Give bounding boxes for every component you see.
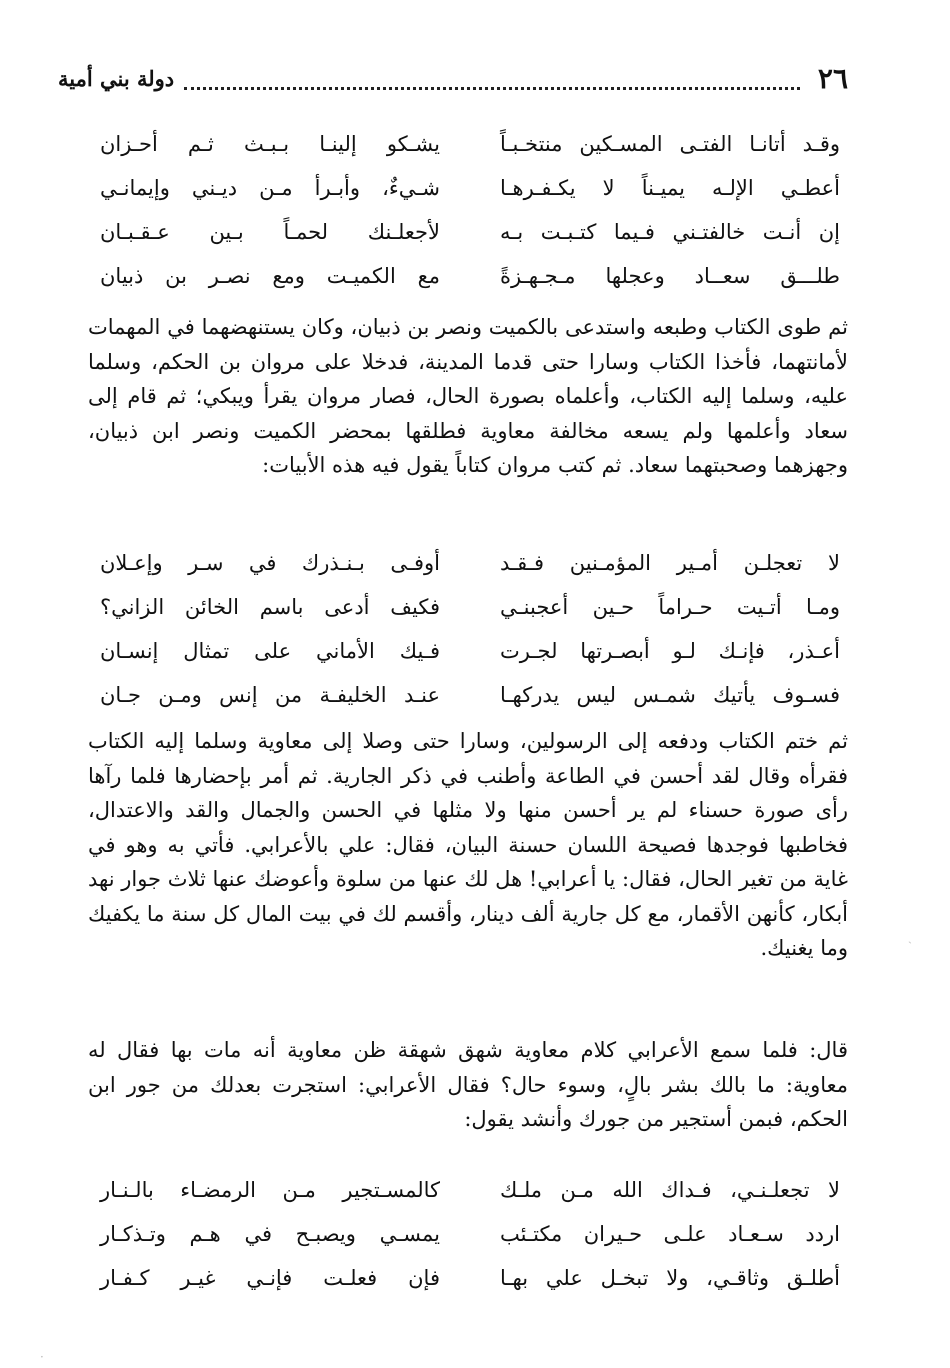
first-hemistich: ومـا أتـيت حـراماً حـين أعجبنـي: [500, 595, 840, 619]
second-hemistich: مع الكميـت ومع نصـر بن ذبيان: [100, 264, 440, 288]
second-hemistich: فـيك الأماني على تمثال إنسـان: [100, 639, 440, 663]
first-hemistich: أعطـي الإلـه يميـناً لا يكـفـرهـا: [500, 176, 840, 200]
verse-line: [100, 122, 840, 166]
verse-line: [100, 629, 840, 673]
second-hemistich: يشـكو إلينـا بـبـث ثـم أحـزان: [100, 132, 440, 156]
scan-speck: ·: [40, 1350, 44, 1364]
first-hemistich: لا تجعلـنـي، فـداك الله مـن ملـك: [500, 1178, 840, 1202]
second-hemistich: يمسـي ويصبـح في هـم وتـذكـار: [100, 1222, 440, 1246]
verse-line: [100, 1168, 840, 1212]
verse-line: [100, 1212, 840, 1256]
poem-2: [100, 541, 840, 717]
second-hemistich: فكيف أدعى باسم الخائن الزاني؟: [100, 595, 440, 619]
verse-line: [100, 210, 840, 254]
verse-line: [100, 541, 840, 585]
second-hemistich: لأجعلـنك لحمـاً بـين عـقـبـان: [100, 220, 440, 244]
scan-speck: ˏ: [908, 930, 912, 944]
second-hemistich: شـيءٌ، وأبـرأ مـن ديـني وإيمانـي: [100, 176, 440, 200]
first-hemistich: وقـد أتانـا الفتـى المسـكين منتخـبـاً: [500, 132, 840, 156]
second-hemistich: عنـد الخليفـة من إنس ومـن جـان: [100, 683, 440, 707]
paragraph-3: قال: فلما سمع الأعرابي كلام معاوية شهق شهقة ظن معاوية أنه مات بها فقال له معاوية: ما بالك بشر بالٍ، وسوء حال؟ فقال الأعرابي: استجرت بعدلك من جور ابن الحكم، فبمن أستجير من جورك وأنشد يقول:: [88, 1038, 848, 1131]
first-hemistich: اردد سـعـاد علـى حـيران مكتـئب: [500, 1222, 840, 1246]
page-header: [58, 58, 848, 98]
first-hemistich: إن أنـت خالفتـني فـيما كتـبـت بـه: [500, 220, 840, 244]
paragraph-1: ثم طوى الكتاب وطبعه واستدعى بالكميت ونصر بن ذبيان، وكان يستنهضهما في المهمات لأمانتهما، فأخذا الكتاب وسارا حتى قدما المدينة، فدخلا على مروان بن الحكم، وسلما عليه، وسلما إليه الكتاب، وأعلماه بصورة الحال، فصار مروان يقرأ ويبكي؛ ثم قام إلى سعاد وأعلمها ولم يسعه مخالفة معاوية فطلقها بمحضر الكميت ونصر ابن ذبيان، وجهزهما وصحبتهما سعاد. ثم كتب مروان كتاباً يقول فيه هذه الأبيات:: [88, 315, 848, 477]
verse-line: [100, 166, 840, 210]
first-hemistich: أطلـق وثاقـي، ولا تبخـل علي بهـا: [500, 1266, 840, 1290]
first-hemistich: أعـذر، فإنـك لـو أبصـرتها لجـرت: [500, 639, 840, 663]
verse-line: [100, 254, 840, 298]
poem-1: [100, 122, 840, 298]
second-hemistich: أوفـى بـنـذرك في سـر وإعـلان: [100, 551, 440, 575]
first-hemistich: طلـــق سعــاد وعجلها مـجـهـزةً: [500, 264, 840, 288]
verse-line: [100, 1256, 840, 1300]
verse-line: [100, 673, 840, 717]
paragraph-2: ثم ختم الكتاب ودفعه إلى الرسولين، وسارا حتى وصلا إلى معاوية وسلما إليه الكتاب فقرأه وقال لقد أحسن في الطاعة وأطنب في ذكر الجارية. ثم أمر بإحضارها فلما رآها رأى صورة حسناء لم ير أحسن منها ولا مثلها في الحسن والجمال والقد والاعتدال، فخاطبها فوجدها فصيحة اللسان حسنة البيان، فقال: علي بالأعرابي. فأتي به وهو في غاية من تغير الحال، فقال: يا أعرابي! هل لك عنها من سلوة وأعوضك عنها ثلاث جوار نهد أبكار، كأنهن الأقمار، مع كل جارية ألف دينار، وأقسم لك في بيت المال كل سنة ما يكفيك وما يغنيك.: [88, 729, 848, 960]
second-hemistich: كالمسـتجير مـن الرمضـاء بالـنـار: [100, 1178, 440, 1202]
page-number: ٢٦: [817, 61, 848, 95]
header-dots: [184, 77, 800, 90]
first-hemistich: لا تعجلـن أمـير المؤمـنين فـقـد: [500, 551, 840, 575]
poem-3: [100, 1168, 840, 1300]
running-title: دولة بني أمية: [58, 65, 175, 91]
second-hemistich: فإن فعلـت فإنـي غيـر كـفـار: [100, 1266, 440, 1290]
first-hemistich: فسـوف يأتيك شمـس ليس يدركهـا: [500, 683, 840, 707]
verse-line: [100, 585, 840, 629]
